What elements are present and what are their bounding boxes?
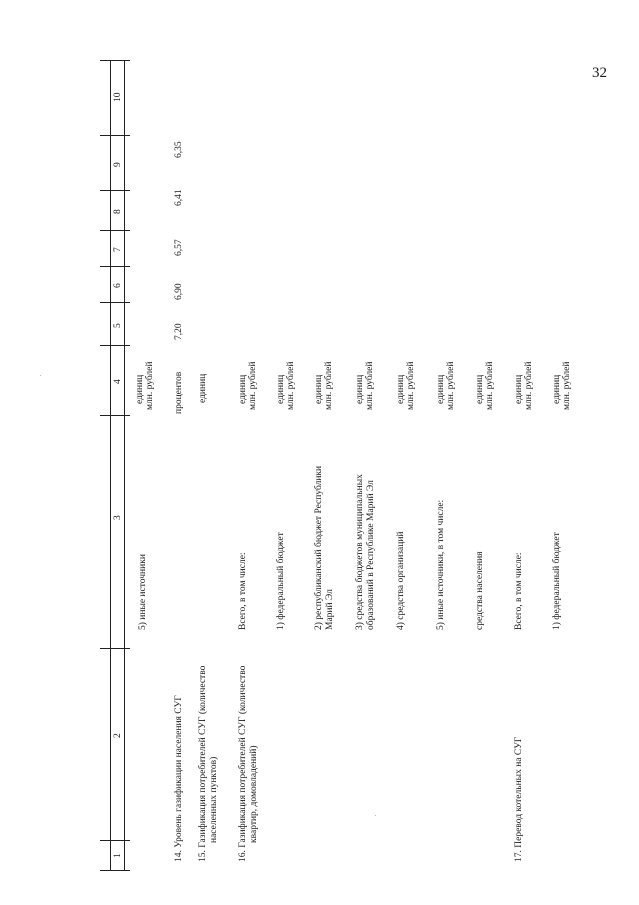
header-col-8: 8 <box>113 209 123 214</box>
row-14-value-col7: 6,57 <box>174 239 184 256</box>
row-17-federal-unit2: млн. рублей <box>562 361 572 410</box>
header-divider-5-6 <box>100 302 130 303</box>
unit-mln-rub: млн. рублей <box>145 361 155 410</box>
row-16-total: Всего, в том числе: <box>238 552 248 630</box>
row-16-municipal-line2: образований в Республике Марий Эл <box>366 480 376 630</box>
row-16-total-unit1: единиц <box>238 374 248 404</box>
page-number: 32 <box>592 65 607 81</box>
header-divider-2-3 <box>100 648 130 649</box>
header-col-4: 4 <box>113 379 123 384</box>
header-col-10: 10 <box>113 92 123 102</box>
header-col-6: 6 <box>113 283 123 288</box>
header-col-3: 3 <box>113 515 123 520</box>
row-17-total-unit1: единиц <box>514 374 524 404</box>
row-16-federal-unit2: млн. рублей <box>286 361 296 410</box>
row-15-unit: единиц <box>198 373 208 403</box>
header-divider-7-8 <box>100 230 130 231</box>
unit-units: единиц <box>135 374 145 404</box>
row-16-municipal-unit2: млн. рублей <box>365 361 375 410</box>
header-col-9: 9 <box>113 162 123 167</box>
row-14-unit: процентов <box>174 371 184 414</box>
row-17-federal-unit1: единиц <box>552 374 562 404</box>
row-16-population: средства населения <box>475 551 485 630</box>
row-16-population-unit1: единиц <box>475 374 485 404</box>
row-16-republic-unit2: млн. рублей <box>324 361 334 410</box>
row-16-other-sources: 5) иные источники, в том числе: <box>436 499 446 630</box>
row-16-other-unit2: млн. рублей <box>446 361 456 410</box>
row-16-federal: 1) федеральный бюджет <box>276 532 286 630</box>
row-15-title-line2: населенных пунктов) <box>209 756 219 843</box>
header-col-7: 7 <box>113 247 123 252</box>
header-divider-9-10 <box>100 135 130 136</box>
row-14-value-col9: 6,35 <box>174 141 184 158</box>
row-17-federal: 1) федеральный бюджет <box>552 532 562 630</box>
cell-other-sources: 5) иные источники <box>138 554 148 630</box>
row-16-republic-line2: Марий Эл <box>325 589 335 630</box>
header-bottom-border <box>124 60 125 870</box>
row-16-total-unit2: млн. рублей <box>248 361 258 410</box>
row-16-organizations-unit1: единиц <box>396 374 406 404</box>
row-16-organizations-unit2: млн. рублей <box>406 361 416 410</box>
row-17-total-unit2: млн. рублей <box>524 361 534 410</box>
header-divider-1-2 <box>100 840 130 841</box>
header-col-5: 5 <box>113 323 123 328</box>
row-17-title: 17. Перевод котельных на СУГ <box>514 736 524 862</box>
row-16-other-unit1: единиц <box>436 374 446 404</box>
header-divider-6-7 <box>100 266 130 267</box>
header-divider-8-9 <box>100 190 130 191</box>
header-divider-4-5 <box>100 345 130 346</box>
row-16-population-unit2: млн. рублей <box>485 361 495 410</box>
row-16-municipal-unit1: единиц <box>355 374 365 404</box>
header-line-bottom <box>100 870 130 871</box>
row-16-title-line1: 16. Газификация потребителей СУГ (количество <box>238 665 248 862</box>
table-left-border <box>110 60 111 870</box>
row-17-total: Всего, в том числе: <box>514 552 524 630</box>
row-14-title: 14. Уровень газификации населения СУГ <box>174 695 184 862</box>
row-14-value-col8: 6,41 <box>174 189 184 206</box>
header-col-1: 1 <box>113 853 123 858</box>
row-14-value-col6: 6,90 <box>174 283 184 300</box>
row-16-organizations: 4) средства организаций <box>396 531 406 630</box>
row-16-federal-unit1: единиц <box>276 374 286 404</box>
header-col-2: 2 <box>113 733 123 738</box>
scan-speck <box>375 815 376 816</box>
row-16-republic-line1: 2) республиканский бюджет Республики <box>314 465 324 630</box>
row-16-municipal-line1: 3) средства бюджетов муниципальных <box>355 474 365 630</box>
header-line-top <box>100 60 130 61</box>
row-14-value-col5: 7,20 <box>174 323 184 340</box>
row-16-title-line2: квартир, домовладений) <box>249 745 259 843</box>
row-15-title-line1: 15. Газификация потребителей СУГ (количество <box>198 665 208 862</box>
header-divider-3-4 <box>100 415 130 416</box>
row-16-republic-unit1: единиц <box>314 374 324 404</box>
scan-speck <box>40 375 41 376</box>
